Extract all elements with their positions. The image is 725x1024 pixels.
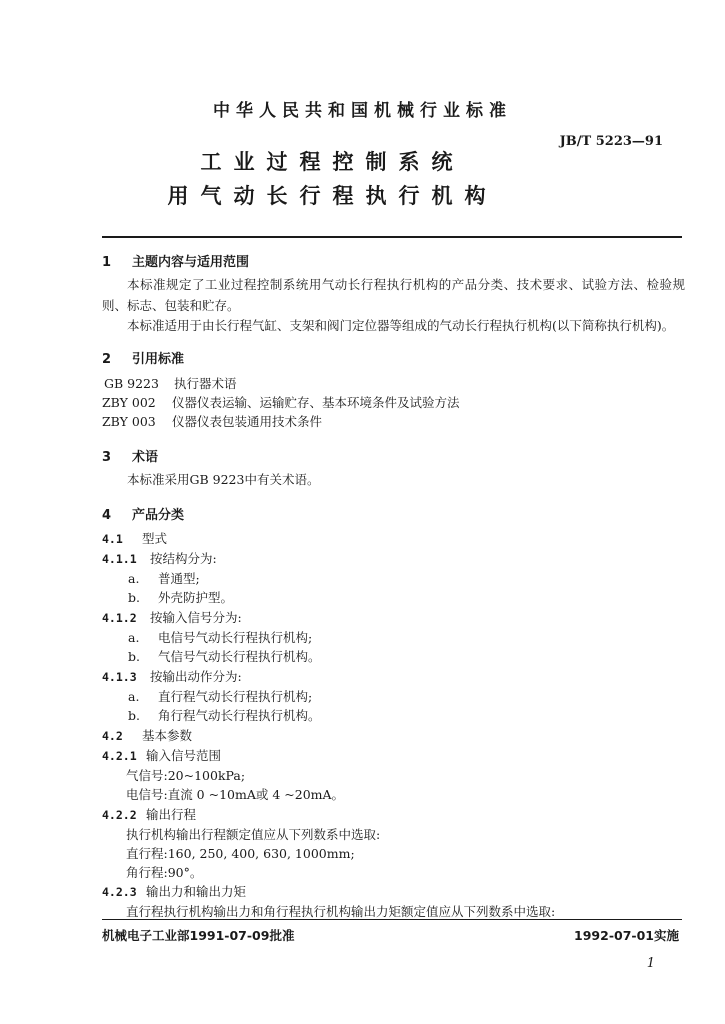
section-2-heading <box>102 348 184 367</box>
clause-number: 4.1.2 <box>102 611 137 625</box>
list-text: 气信号气动长行程执行机构。 <box>158 649 321 664</box>
list-text: 电信号气动长行程执行机构; <box>158 630 313 645</box>
list-item <box>128 647 321 665</box>
list-text: 直行程气动长行程执行机构; <box>158 689 313 704</box>
clause-4-1 <box>102 529 167 547</box>
section-number: 3 <box>102 450 112 465</box>
reference-text: 执行器术语 <box>174 376 237 391</box>
clause-number: 4.2 <box>102 729 123 743</box>
clause-number: 4.2.3 <box>102 885 137 899</box>
list-item <box>128 588 233 606</box>
section-number: 1 <box>102 255 112 270</box>
clause-number: 4.1 <box>102 532 123 546</box>
clause-text: 按输入信号分为: <box>150 610 242 625</box>
clause-4-2-1 <box>102 746 221 764</box>
reference-code: ZBY 002 <box>102 395 156 410</box>
clause-text: 输出力和输出力矩 <box>146 884 247 899</box>
document-title-line2: 用气动长行程执行机构 <box>167 184 498 208</box>
footer-divider <box>102 919 682 920</box>
section-1-paragraph-2: 本标准适用于由长行程气缸、支架和阀门定位器等组成的气动长行程执行机构(以下简称执行机构)。 <box>127 318 675 333</box>
list-text: 外壳防护型。 <box>158 590 234 605</box>
reference-text: 仪器仪表包装通用技术条件 <box>172 414 323 429</box>
section-3-heading <box>102 446 158 465</box>
reference-code: GB 9223 <box>104 376 159 391</box>
clause-line: 电信号:直流 0 ~10mA或 4 ~20mA。 <box>126 787 345 802</box>
clause-4-1-2 <box>102 608 242 626</box>
section-1-heading <box>102 251 249 270</box>
header-divider <box>102 236 682 238</box>
clause-line: 执行机构输出行程额定值应从下列数系中选取: <box>126 827 381 842</box>
list-label: b. <box>128 590 140 605</box>
approval-note: 机械电子工业部1991-07-09批准 <box>102 928 295 943</box>
section-4-heading <box>102 504 184 523</box>
section-3-paragraph: 本标准采用GB 9223中有关术语。 <box>127 472 320 487</box>
clause-text: 输入信号范围 <box>146 748 222 763</box>
clause-4-2-3 <box>102 882 246 900</box>
page-number: 1 <box>646 956 655 971</box>
section-number: 2 <box>102 352 112 367</box>
clause-4-2-2 <box>102 805 196 823</box>
clause-line: 气信号:20~100kPa; <box>126 768 246 783</box>
list-item <box>128 706 321 724</box>
list-label: b. <box>128 708 140 723</box>
clause-4-1-3 <box>102 667 242 685</box>
list-item <box>128 687 312 705</box>
reference-code: ZBY 003 <box>102 414 156 429</box>
list-text: 普通型; <box>158 571 200 586</box>
clause-number: 4.1.3 <box>102 670 137 684</box>
clause-line: 直行程:160, 250, 400, 630, 1000mm; <box>126 846 355 861</box>
list-label: a. <box>128 571 140 586</box>
section-title: 引用标准 <box>132 352 185 367</box>
section-number: 4 <box>102 508 112 523</box>
clause-number: 4.2.1 <box>102 749 137 763</box>
list-item <box>128 569 200 587</box>
document-title-line1: 工业过程控制系统 <box>200 150 465 174</box>
clause-text: 按输出动作分为: <box>150 669 242 684</box>
standard-code: JB/T 5223—91 <box>559 134 663 149</box>
clause-number: 4.1.1 <box>102 552 137 566</box>
reference-item <box>104 374 237 392</box>
section-title: 主题内容与适用范围 <box>132 255 250 270</box>
clause-text: 按结构分为: <box>150 551 217 566</box>
reference-item <box>102 412 322 430</box>
clause-4-1-1 <box>102 549 217 567</box>
clause-text: 输出行程 <box>146 807 197 822</box>
clause-line: 角行程:90°。 <box>126 865 203 880</box>
section-title: 产品分类 <box>132 508 185 523</box>
reference-text: 仪器仪表运输、运输贮存、基本环境条件及试验方法 <box>172 395 460 410</box>
effective-date: 1992-07-01实施 <box>574 928 679 943</box>
clause-4-2 <box>102 726 192 744</box>
reference-item <box>102 393 460 411</box>
list-item <box>128 628 312 646</box>
list-label: a. <box>128 689 140 704</box>
clause-text: 基本参数 <box>142 728 193 743</box>
clause-number: 4.2.2 <box>102 808 137 822</box>
section-1-paragraph-1: 本标准规定了工业过程控制系统用气动长行程执行机构的产品分类、技术要求、试验方法、检验规则、标志、包装和贮存。 <box>102 277 685 313</box>
section-title: 术语 <box>132 450 159 465</box>
list-text: 角行程气动长行程执行机构。 <box>158 708 321 723</box>
list-label: b. <box>128 649 140 664</box>
list-label: a. <box>128 630 140 645</box>
clause-line: 直行程执行机构输出力和角行程执行机构输出力矩额定值应从下列数系中选取: <box>126 904 556 919</box>
clause-text: 型式 <box>142 531 168 546</box>
standard-type-heading: 中华人民共和国机械行业标准 <box>213 101 512 121</box>
